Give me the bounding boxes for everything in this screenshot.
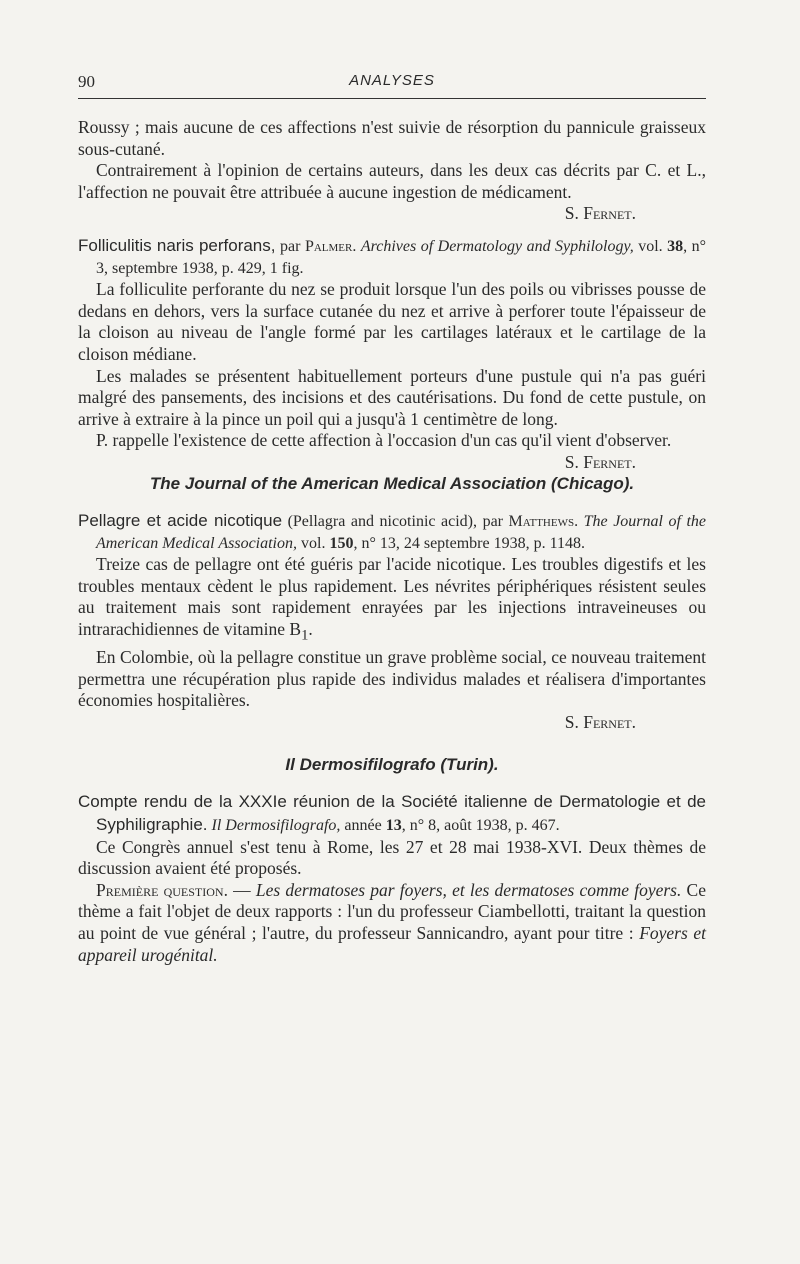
entry-title: Compte rendu de la XXXIe réunion de la Société italienne de Dermatologie et de Syphiligraphie. xyxy=(78,792,706,834)
entry-folliculitis xyxy=(78,235,707,472)
entry-paragraph-1-text: Treize cas de pellagre ont été guéris par l'acide nicotique. Les troubles digestifs et les troubles mentaux cèdent le plus rapidement. Les névrites périphériques résistent seules au traitement mais sont rapidement enrayées par les injections intraveineuses ou intrarachidiennes de vitamine B xyxy=(78,554,706,639)
question-theme: Les dermatoses par foyers, et les dermatoses comme foyers. xyxy=(255,879,682,900)
entry-paragraph-2 xyxy=(78,880,706,966)
question-dash: — xyxy=(227,879,256,900)
entry-pellagre xyxy=(78,510,706,733)
entry-reference: , n° 8, août 1938, p. 467. xyxy=(401,816,560,834)
signature: S. Fernet. xyxy=(564,711,636,732)
signature-line xyxy=(78,712,706,734)
entry-by: par xyxy=(482,512,503,530)
subscript: 1 xyxy=(301,627,309,644)
entry-author: Matthews. xyxy=(508,512,579,530)
entry-reference: , n° 13, 24 septembre 1938, p. 1148. xyxy=(353,534,586,552)
journal-heading: The Journal of the American Medical Association (Chicago). xyxy=(149,473,635,493)
entry-compte-rendu xyxy=(78,791,706,966)
entry-paragraph-2: En Colombie, où la pellagre constitue un grave problème social, ce nouveau traitement permettra une récupération plus rapide des individus malades et réalisera d'importantes économies hospitalières. xyxy=(78,646,706,711)
entry-annee: 13 xyxy=(385,816,402,834)
page-header xyxy=(78,72,706,99)
signature: S. Fernet. xyxy=(564,451,636,472)
page-number: 90 xyxy=(78,72,95,91)
paragraph-end: . xyxy=(308,618,313,639)
entry-subtitle: (Pellagra and nicotinic acid), xyxy=(287,512,478,530)
entry-paragraph-3-text: P. rappelle l'existence de cette affection à l'occasion d'un cas qu'il vient d'observer. xyxy=(96,430,672,451)
entry-by: par xyxy=(280,237,301,255)
entry-title: Folliculitis naris perforans, xyxy=(78,235,276,255)
entry-author: Palmer. xyxy=(304,237,357,255)
running-head: ANALYSES xyxy=(349,72,435,89)
entry-citation xyxy=(78,235,706,279)
entry-vol-prefix: vol. xyxy=(638,237,663,255)
continued-paragraph-2-text: Contrairement à l'opinion de certains auteurs, dans les deux cas décrits par C. et L., l'affection ne pouvait être attribuée à aucune ingestion de médicament. xyxy=(78,160,706,202)
journal-heading: Il Dermosifilografo (Turin). xyxy=(285,755,499,775)
entry-journal: Il Dermosifilografo, xyxy=(211,816,341,834)
entry-paragraph-1: Ce Congrès annuel s'est tenu à Rome, les 27 et 28 mai 1938-XVI. Deux thèmes de discussion avaient été proposés. xyxy=(78,836,706,879)
continued-paragraph-1: Roussy ; mais aucune de ces affections n'est suivie de résorption du pannicule graisseux sous-cutané. xyxy=(78,117,706,159)
entry-paragraph-1 xyxy=(78,554,706,647)
entry-journal: Archives of Dermatology and Syphilology, xyxy=(360,237,634,255)
entry-paragraph-3 xyxy=(78,430,706,472)
page-body xyxy=(78,117,706,966)
entry-volume: 150 xyxy=(329,534,354,552)
signature: S. Fernet. xyxy=(564,203,636,224)
entry-citation xyxy=(78,791,706,836)
entry-volume: 38 xyxy=(667,237,684,255)
entry-annee-prefix: année xyxy=(344,816,382,834)
entry-journal: The Journal of the American Medical Association, xyxy=(96,512,707,552)
question-report-title: Foyers et appareil urogénital. xyxy=(78,922,706,965)
entry-reference: , n° 3, septembre 1938, p. 429, 1 fig. xyxy=(96,237,707,277)
entry-paragraph-2: Les malades se présentent habituellement porteurs d'une pustule qui n'a pas guéri malgré des pansements, des incisions et des cautérisations. Du fond de cette pustule, on arrive à extraire à la pince un poil qui a jusqu'à 1 centimètre de long. xyxy=(78,365,706,429)
entry-vol-prefix: vol. xyxy=(301,534,326,552)
entry-title: Pellagre et acide nicotique xyxy=(78,510,283,530)
entry-paragraph-1: La folliculite perforante du nez se produit lorsque l'un des poils ou vibrisses pousse de dedans en dehors, vers la surface cutanée du nez et arrive à perforer toute l'épaisseur de la cloison au niveau de l'angle formé par les cartilages latéraux et le cartilage de la cloison médiane. xyxy=(78,279,706,364)
question-label: Première question. xyxy=(96,879,228,900)
entry-citation xyxy=(78,510,706,554)
question-text: Ce thème a fait l'objet de deux rapports : l'un du professeur Ciambellotti, traitant la question au point de vue général ; l'autre, du professeur Sannicandro, ayant pour titre : xyxy=(78,879,706,943)
continued-paragraph-2 xyxy=(78,160,706,225)
